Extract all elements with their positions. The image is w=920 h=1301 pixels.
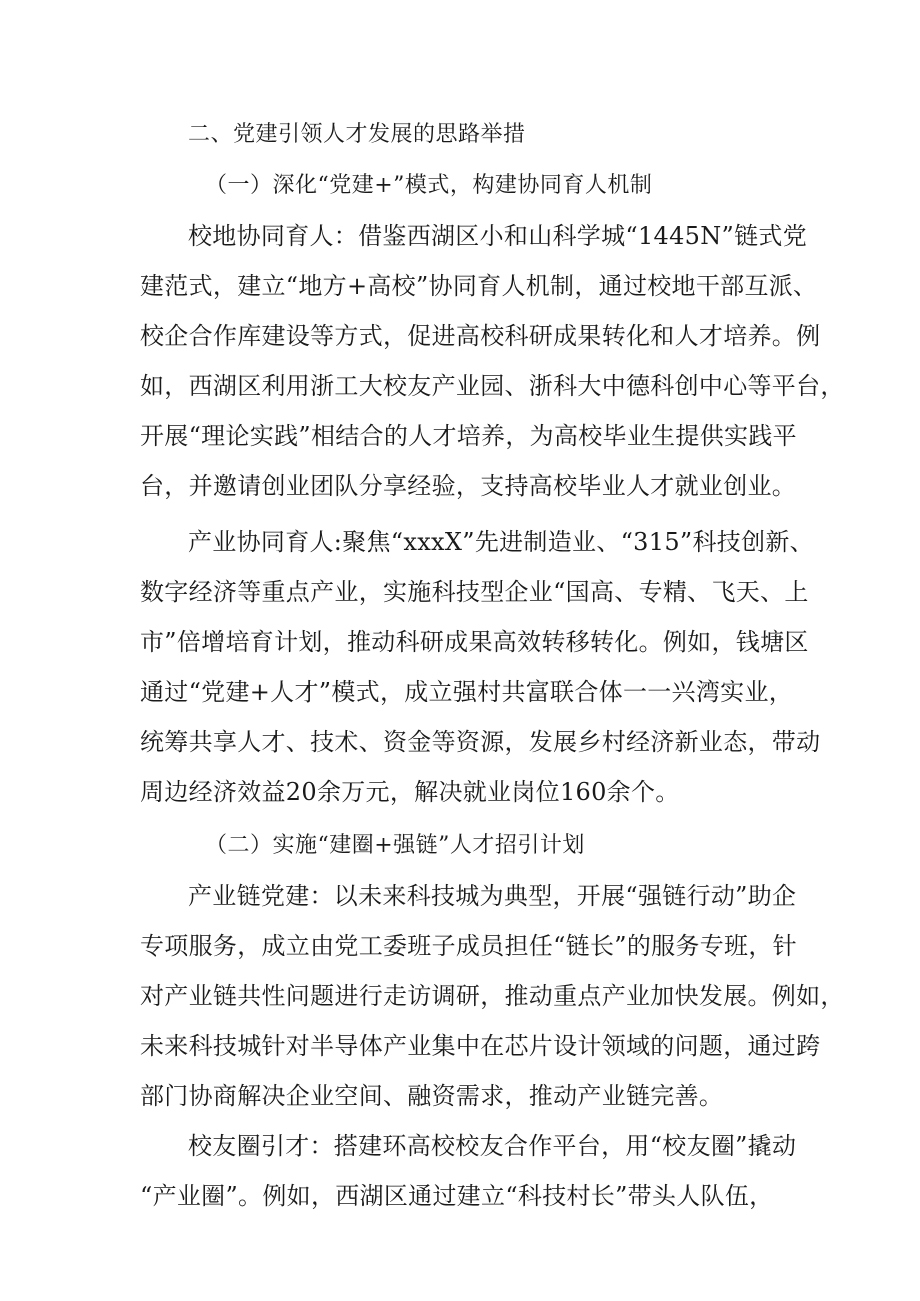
- paragraph-line: 周边经济效益20余万元，解决就业岗位160余个。: [140, 778, 680, 806]
- paragraph-line: 产业链党建：以未来科技城为典型，开展“强链行动”助企: [188, 882, 797, 910]
- paragraph-line: 如，西湖区利用浙工大校友产业园、浙科大中德科创中心等平台，: [140, 372, 845, 400]
- subsection-heading-2: （二）实施“建圈+强链”人才招引计划: [205, 833, 585, 858]
- paragraph-line: “产业圈”。例如，西湖区通过建立“科技村长”带头人队伍，: [140, 1182, 774, 1210]
- paragraph-line: 台，并邀请创业团队分享经验，支持高校毕业人才就业创业。: [140, 472, 797, 500]
- paragraph-line: 建范式，建立“地方+高校”协同育人机制，通过校地干部互派、: [140, 272, 818, 300]
- paragraph-line: 通过“党建+人才”模式，成立强村共富联合体一一兴湾实业，: [140, 678, 794, 706]
- paragraph-line: 校友圈引才：搭建环高校校友合作平台，用“校友圈”撬动: [188, 1132, 797, 1160]
- paragraph-line: 对产业链共性问题进行走访调研，推动重点产业加快发展。例如，: [140, 982, 845, 1010]
- paragraph-line: 校企合作库建设等方式，促进高校科研成果转化和人才培养。例: [140, 322, 821, 350]
- paragraph-line: 市”倍增培育计划，推动科研成果高效转移转化。例如，钱塘区: [140, 628, 809, 656]
- paragraph-line: 产业协同育人:聚焦“xxxX”先进制造业、“315”科技创新、: [188, 528, 814, 556]
- subsection-heading-1: （一）深化“党建+”模式，构建协同育人机制: [205, 173, 653, 198]
- paragraph-line: 未来科技城针对半导体产业集中在芯片设计领域的问题，通过跨: [140, 1032, 821, 1060]
- paragraph-line: 校地协同育人：借鉴西湖区小和山科学城“1445N”链式党: [188, 222, 808, 250]
- paragraph-line: 专项服务，成立由党工委班子成员担任“链长”的服务专班，针: [140, 932, 797, 960]
- section-heading: 二、党建引领人才发展的思路举措: [188, 122, 526, 147]
- paragraph-line: 开展“理论实践”相结合的人才培养，为高校毕业生提供实践平: [140, 422, 797, 450]
- paragraph-line: 统筹共享人才、技术、资金等资源，发展乡村经济新业态，带动: [140, 728, 821, 756]
- paragraph-line: 数字经济等重点产业，实施科技型企业“国高、专精、飞天、上: [140, 578, 809, 606]
- paragraph-line: 部门协商解决企业空间、融资需求，推动产业链完善。: [140, 1082, 724, 1110]
